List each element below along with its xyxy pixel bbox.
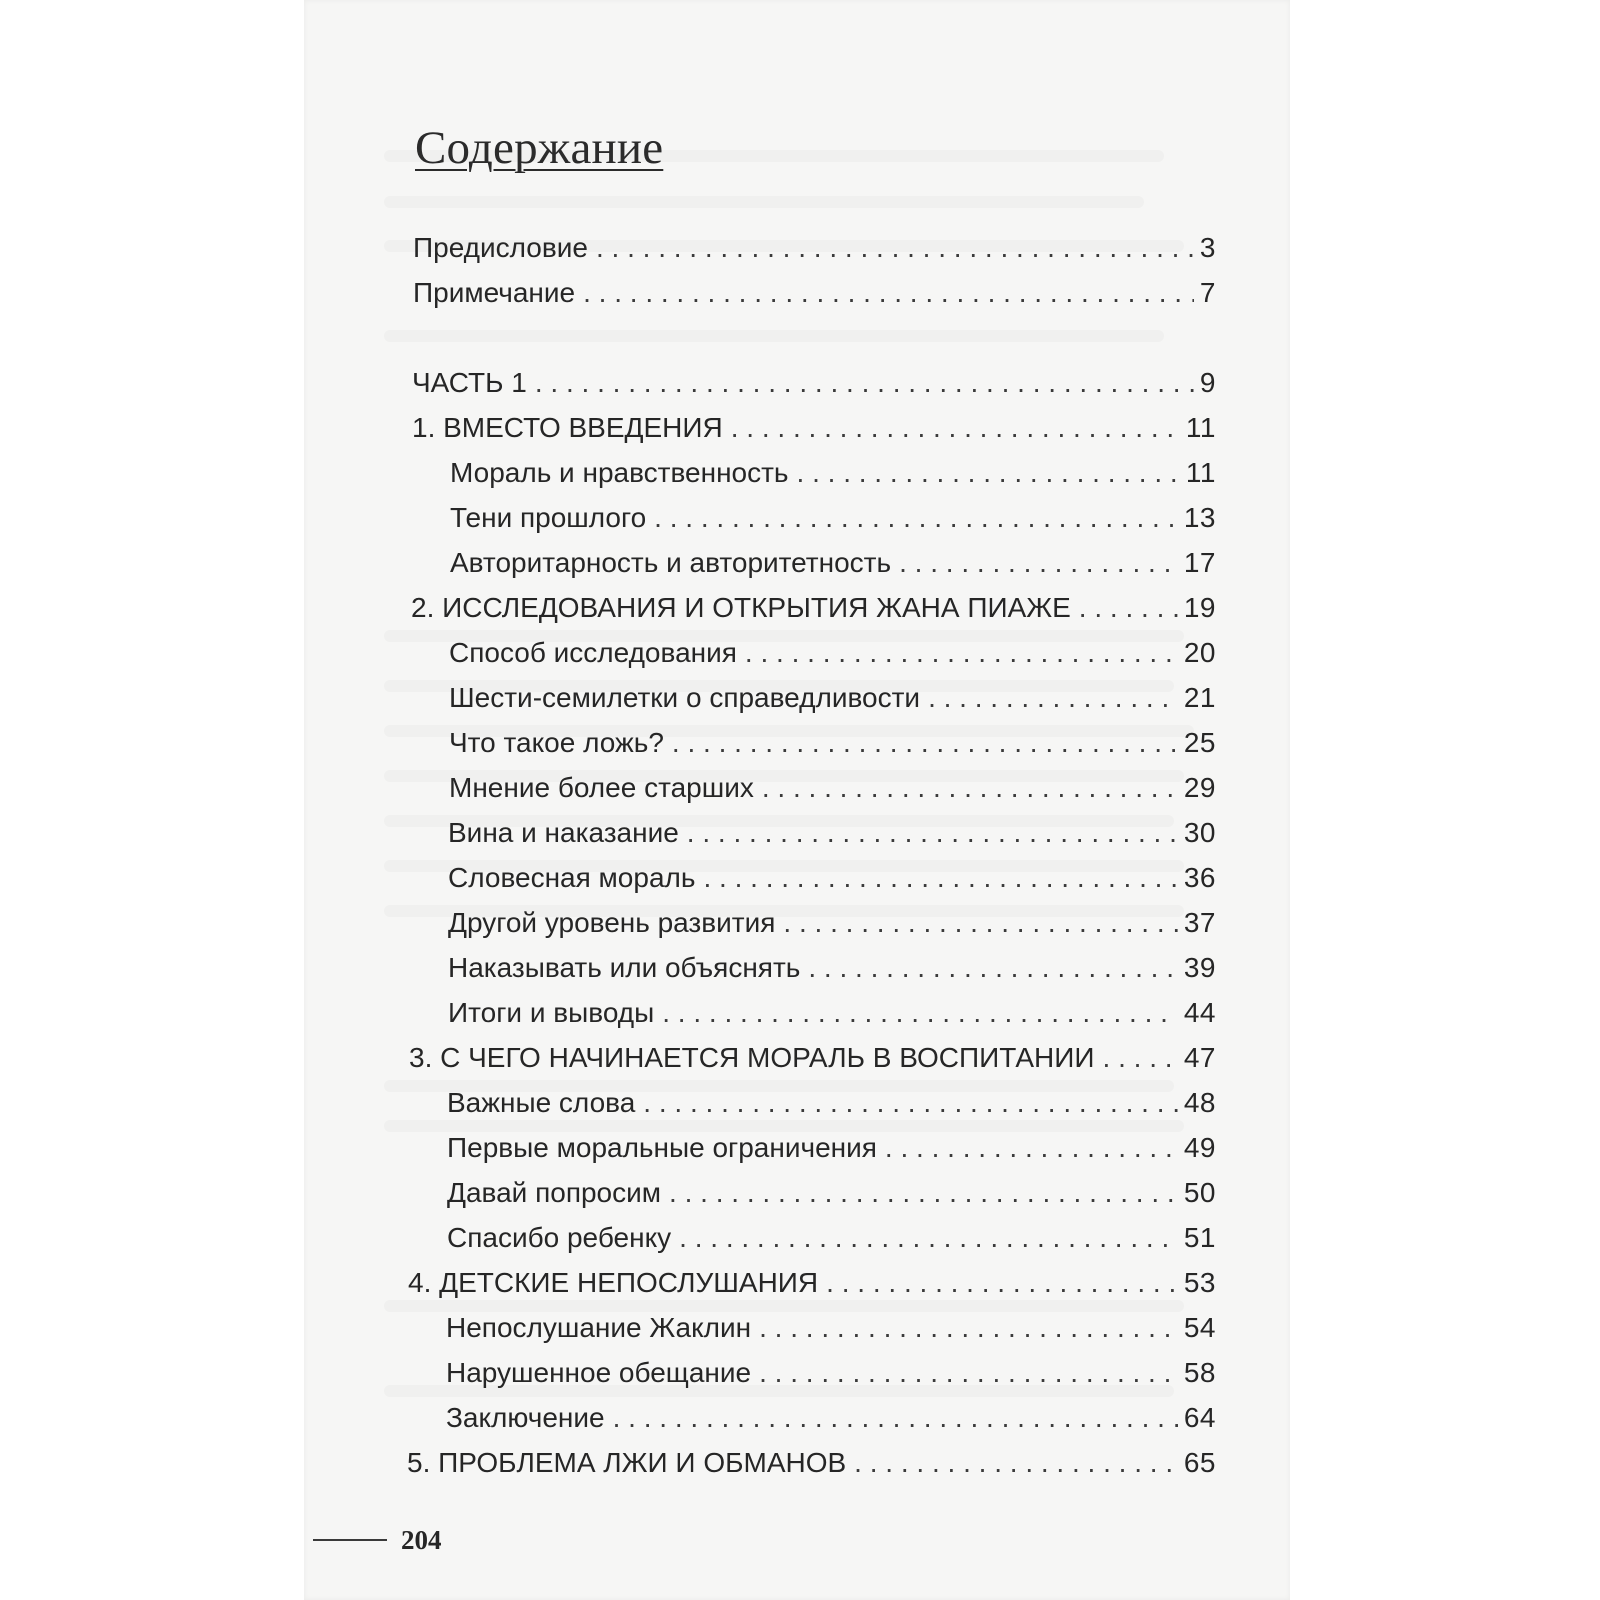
dot-leader [759, 1353, 1178, 1393]
toc-entry [448, 948, 1216, 988]
toc-entry [446, 1308, 1216, 1348]
page-footer [313, 1520, 442, 1560]
dot-leader [731, 408, 1180, 448]
dot-leader [1079, 588, 1178, 628]
toc-entry-page: 47 [1183, 1042, 1216, 1073]
dot-leader [662, 993, 1178, 1033]
toc-entry-title: Что такое ложь? [449, 727, 664, 758]
toc-entry [448, 993, 1216, 1033]
toc-entry-title: Шести-семилетки о справедливости [449, 682, 921, 713]
toc-entry-page: 50 [1183, 1177, 1216, 1208]
toc-entry-page: 29 [1183, 772, 1216, 803]
toc-entry-title: ЧАСТЬ 1 [412, 367, 527, 398]
dot-leader [669, 1173, 1178, 1213]
toc-entry [449, 768, 1216, 808]
toc-entry-page: 30 [1183, 817, 1216, 848]
toc-entry-title: 5. ПРОБЛЕМА ЛЖИ И ОБМАНОВ [407, 1447, 847, 1478]
toc-entry [450, 498, 1216, 538]
toc-entry-page: 21 [1183, 682, 1216, 713]
dot-leader [745, 633, 1178, 673]
toc-entry-title: Спасибо ребенку [447, 1222, 672, 1253]
toc-entry-title: 2. ИССЛЕДОВАНИЯ И ОТКРЫТИЯ ЖАНА ПИАЖЕ [411, 592, 1071, 623]
toc-entry-page: 3 [1199, 232, 1216, 263]
toc-entry [407, 1443, 1216, 1483]
toc-entry-title: Другой уровень развития [448, 907, 776, 938]
toc-entry [449, 723, 1216, 763]
toc-entry-title: Давай попросим [447, 1177, 662, 1208]
toc-entry-page: 48 [1183, 1087, 1216, 1118]
toc-entry [448, 813, 1216, 853]
toc-entry-title: Примечание [413, 277, 576, 308]
dot-leader [899, 543, 1178, 583]
toc-entry [411, 588, 1216, 628]
toc-entry-title: Важные слова [447, 1087, 636, 1118]
dot-leader [826, 1263, 1178, 1303]
dot-leader [654, 498, 1178, 538]
toc-entry-title: Нарушенное обещание [446, 1357, 752, 1388]
toc-entry [450, 543, 1216, 583]
toc-entry-title: Предисловие [413, 232, 588, 263]
toc-entry [447, 1173, 1216, 1213]
toc-entry [446, 1353, 1216, 1393]
toc-entry [447, 1128, 1216, 1168]
toc-entry-page: 49 [1183, 1132, 1216, 1163]
page-number: 204 [401, 1524, 442, 1555]
toc-entry [449, 633, 1216, 673]
toc-entry-title: Вина и наказание [448, 817, 679, 848]
toc-entry-title: Тени прошлого [450, 502, 647, 533]
toc-entry [449, 678, 1216, 718]
toc-entry-page: 54 [1183, 1312, 1216, 1343]
toc-entry-title: Способ исследования [449, 637, 737, 668]
toc-entry [413, 273, 1216, 313]
toc-entry-page: 19 [1183, 592, 1216, 623]
toc-entry-title: 4. ДЕТСКИЕ НЕПОСЛУШАНИЯ [408, 1267, 819, 1298]
footer-rule [313, 1539, 387, 1541]
dot-leader [783, 903, 1177, 943]
dot-leader [687, 813, 1178, 853]
dot-leader [613, 1398, 1178, 1438]
toc-entry-page: 64 [1183, 1402, 1216, 1433]
toc-entry-title: Мораль и нравственность [450, 457, 789, 488]
toc-entry-title: Итоги и выводы [448, 997, 655, 1028]
page-title: Содержание [415, 122, 664, 174]
toc-entry [412, 363, 1216, 403]
dot-leader [762, 768, 1178, 808]
toc-entry [447, 1218, 1216, 1258]
toc-entry-page: 7 [1199, 277, 1216, 308]
toc-entry-title: 1. ВМЕСТО ВВЕДЕНИЯ [412, 412, 723, 443]
dot-leader [672, 723, 1178, 763]
toc-entry-page: 13 [1183, 502, 1216, 533]
toc-entry-page: 17 [1183, 547, 1216, 578]
dot-leader [854, 1443, 1178, 1483]
toc-entry-page: 11 [1185, 457, 1216, 488]
dot-leader [759, 1308, 1178, 1348]
toc-entry [413, 228, 1216, 268]
toc-entry [450, 453, 1216, 493]
toc-entry [408, 1263, 1216, 1303]
dot-leader [1103, 1038, 1178, 1078]
toc-entry-title: 3. С ЧЕГО НАЧИНАЕТСЯ МОРАЛЬ В ВОСПИТАНИИ [409, 1042, 1095, 1073]
dot-leader [808, 948, 1177, 988]
toc-entry-page: 65 [1183, 1447, 1216, 1478]
toc-entry-title: Заключение [446, 1402, 605, 1433]
toc-entry [412, 408, 1216, 448]
dot-leader [535, 363, 1194, 403]
toc-entry-page: 51 [1183, 1222, 1216, 1253]
toc-entry-title: Мнение более старших [449, 772, 754, 803]
dot-leader [583, 273, 1194, 313]
toc-entry [409, 1038, 1216, 1078]
toc-entry-page: 53 [1183, 1267, 1216, 1298]
dot-leader [596, 228, 1194, 268]
toc-entry-title: Первые моральные ограничения [447, 1132, 877, 1163]
toc-entry-page: 11 [1185, 412, 1216, 443]
dot-leader [703, 858, 1177, 898]
toc-entry-page: 20 [1183, 637, 1216, 668]
toc-entry-title: Наказывать или объяснять [448, 952, 801, 983]
toc-entry-page: 58 [1183, 1357, 1216, 1388]
toc-entry-page: 25 [1183, 727, 1216, 758]
dot-leader [885, 1128, 1178, 1168]
toc-entry [446, 1398, 1216, 1438]
dot-leader [679, 1218, 1178, 1258]
dot-leader [643, 1083, 1178, 1123]
toc-entry-page: 39 [1183, 952, 1216, 983]
dot-leader [928, 678, 1178, 718]
toc-entry-title: Непослушание Жаклин [446, 1312, 752, 1343]
toc-entry [448, 858, 1216, 898]
toc-entry [448, 903, 1216, 943]
toc-entry-page: 36 [1183, 862, 1216, 893]
toc-entry-page: 9 [1199, 367, 1216, 398]
toc-entry-page: 37 [1183, 907, 1216, 938]
toc-entry [447, 1083, 1216, 1123]
toc-entry-title: Авторитарность и авторитетность [450, 547, 892, 578]
dot-leader [797, 453, 1180, 493]
toc-entry-page: 44 [1183, 997, 1216, 1028]
toc-entry-title: Словесная мораль [448, 862, 696, 893]
